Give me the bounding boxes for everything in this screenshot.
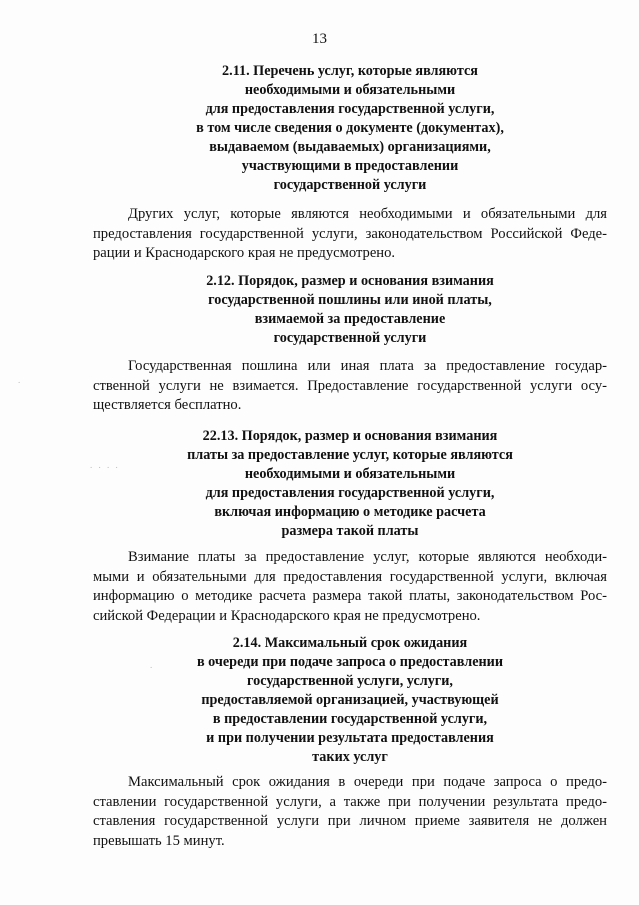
heading-line: 22.13. Порядок, размер и основания взимания [202,428,498,444]
heading-line: и при получении результата предоставления [206,730,494,746]
heading-line: включая информацию о методике расчета [214,504,486,520]
heading-line: государственной услуги [273,330,427,346]
section-paragraph-2-14 [93,773,607,851]
page-number: 13 [312,31,327,47]
section-heading-2-12 [60,272,639,348]
heading-line: 2.12. Порядок, размер и основания взимания [206,273,494,289]
heading-line: для предоставления государственной услуги, [205,101,495,117]
heading-line: для предоставления государственной услуги, [205,485,495,501]
heading-line: в том числе сведения о документе (документах), [196,120,504,136]
heading-line: предоставляемой организацией, участвующей [201,692,499,708]
heading-line: участвующими в предоставлении [241,158,459,174]
heading-line: в предоставлении государственной услуги, [212,711,488,727]
heading-line: в очереди при подаче запроса о предоставлении [196,654,504,670]
paragraph-line: превышать 15 минут. [93,832,225,849]
paragraph-line: предоставления государственной услуги, законодательством Российской Феде- [93,225,607,242]
paragraph-line: рации и Краснодарского края не предусмотрено. [93,245,396,261]
heading-line: взимаемой за предоставление [254,311,446,327]
section-paragraph-2-12 [93,357,607,416]
heading-line: 2.14. Максимальный срок ожидания [232,635,468,651]
heading-line: выдаваемом (выдаваемых) организациями, [209,139,491,155]
paragraph-line: Государственная пошлина или иная плата за предоставление государ- [128,358,607,374]
heading-line: таких услуг [312,749,388,765]
heading-line: 2.11. Перечень услуг, которые являются [222,63,478,79]
heading-line: государственной пошлины или иной платы, [208,292,492,308]
paragraph-line: ственной услуги не взимается. Предоставление государственной услуги осу- [93,377,607,394]
heading-line: необходимыми и обязательными [244,82,456,98]
heading-line: размера такой платы [281,523,419,539]
paragraph-line: мыми и обязательными для предоставления государственной услуги, включая [93,568,607,585]
section-paragraph-2-13 [93,548,607,626]
paragraph-line: Максимальный срок ожидания в очереди при подаче запроса о предо- [128,774,607,790]
heading-line: государственной услуги [273,177,427,193]
scan-speck: . [150,660,155,670]
paragraph-line: сийской Федерации и Краснодарского края не предусмотрено. [93,607,481,624]
section-paragraph-2-11 [93,205,607,264]
paragraph-line: ставления государственной услуги при личном приеме заявителя не должен [93,813,607,829]
heading-line: платы за предоставление услуг, которые являются [187,447,513,463]
paragraph-line: ставлении государственной услуги, а также при получении результата предо- [93,793,607,810]
section-heading-2-11 [60,62,639,195]
scan-speck: . [18,375,23,385]
paragraph-line: информацию о методике расчета размера такой платы, законодательством Рос- [93,588,607,604]
heading-line: государственной услуги, услуги, [247,673,453,689]
paragraph-line: ществляется бесплатно. [93,397,242,413]
paragraph-line: Взимание платы за предоставление услуг, которые являются необходи- [128,549,607,565]
paragraph-line: Других услуг, которые являются необходимыми и обязательными для [128,206,607,222]
section-heading-2-14 [60,634,639,767]
heading-line: необходимыми и обязательными [244,466,456,482]
section-heading-2-13 [60,427,639,541]
scan-speck: . . . . [90,460,120,470]
